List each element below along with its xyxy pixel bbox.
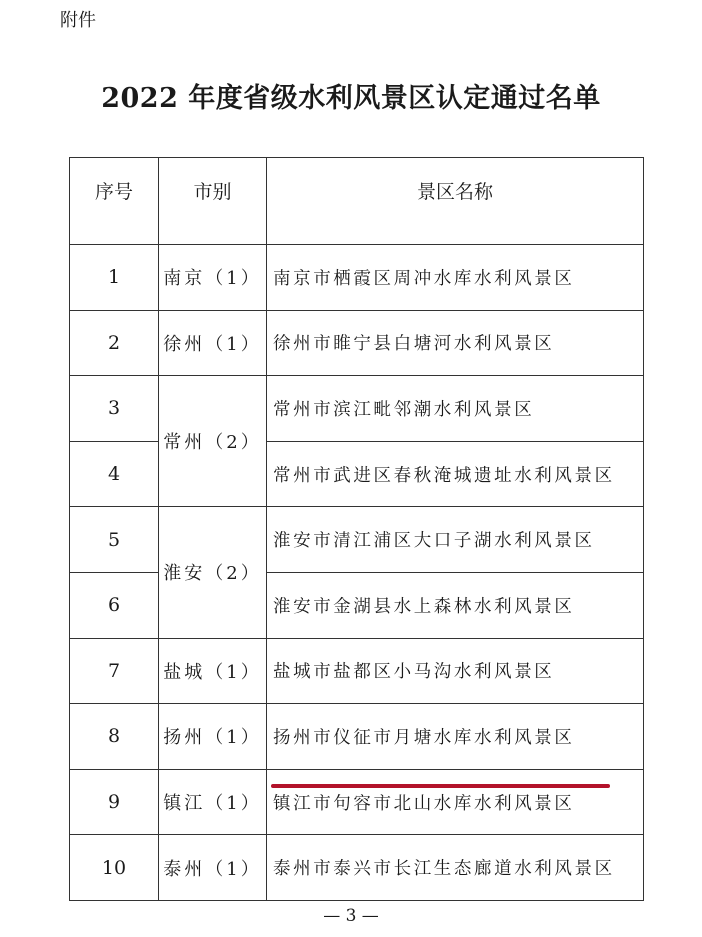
- row-name: 扬州市仪征市月塘水库水利风景区: [267, 704, 644, 770]
- row-city: 盐城（1）: [159, 638, 267, 704]
- row-index: 6: [70, 572, 159, 638]
- header-index: 序号: [70, 158, 159, 245]
- row-city: 泰州（1）: [159, 835, 267, 901]
- document-title: 2022 年度省级水利风景区认定通过名单: [101, 83, 601, 114]
- row-city: 南京（1）: [159, 245, 267, 311]
- table-row: [70, 835, 644, 901]
- row-index: 9: [70, 769, 159, 835]
- table-row: [70, 769, 644, 835]
- row-name: 盐城市盐都区小马沟水利风景区: [267, 638, 644, 704]
- row-name: 徐州市睢宁县白塘河水利风景区: [267, 310, 644, 376]
- row-name: 常州市滨江毗邻潮水利风景区: [267, 376, 644, 442]
- row-index: 7: [70, 638, 159, 704]
- page-number: — 3 —: [323, 906, 379, 926]
- row-name: 淮安市金湖县水上森林水利风景区: [267, 572, 644, 638]
- header-city: 市别: [159, 158, 267, 245]
- row-city: 淮安（2）: [159, 507, 267, 638]
- row-index: 8: [70, 704, 159, 770]
- table-row: [70, 310, 644, 376]
- row-index: 10: [70, 835, 159, 901]
- red-highlight-underline: [271, 784, 610, 788]
- table-row: [70, 507, 644, 573]
- table-row: [70, 704, 644, 770]
- table-row: [70, 638, 644, 704]
- row-index: 3: [70, 376, 159, 442]
- row-index: 2: [70, 310, 159, 376]
- row-name: 南京市栖霞区周冲水库水利风景区: [267, 245, 644, 311]
- table-row: [70, 245, 644, 311]
- row-name-highlighted: 镇江市句容市北山水库水利风景区: [267, 769, 644, 835]
- row-name: 泰州市泰兴市长江生态廊道水利风景区: [267, 835, 644, 901]
- table-header-row: [70, 158, 644, 245]
- row-city: 徐州（1）: [159, 310, 267, 376]
- row-index: 4: [70, 441, 159, 507]
- row-name: 淮安市清江浦区大口子湖水利风景区: [267, 507, 644, 573]
- attachment-label: 附件: [60, 10, 96, 31]
- table-row: [70, 572, 644, 638]
- header-name: 景区名称: [267, 158, 644, 245]
- scenic-area-table: [69, 157, 644, 901]
- row-city: 扬州（1）: [159, 704, 267, 770]
- row-index: 1: [70, 245, 159, 311]
- row-city: 常州（2）: [159, 376, 267, 507]
- row-name: 常州市武进区春秋淹城遗址水利风景区: [267, 441, 644, 507]
- row-index: 5: [70, 507, 159, 573]
- table-row: [70, 376, 644, 442]
- row-city: 镇江（1）: [159, 769, 267, 835]
- table-row: [70, 441, 644, 507]
